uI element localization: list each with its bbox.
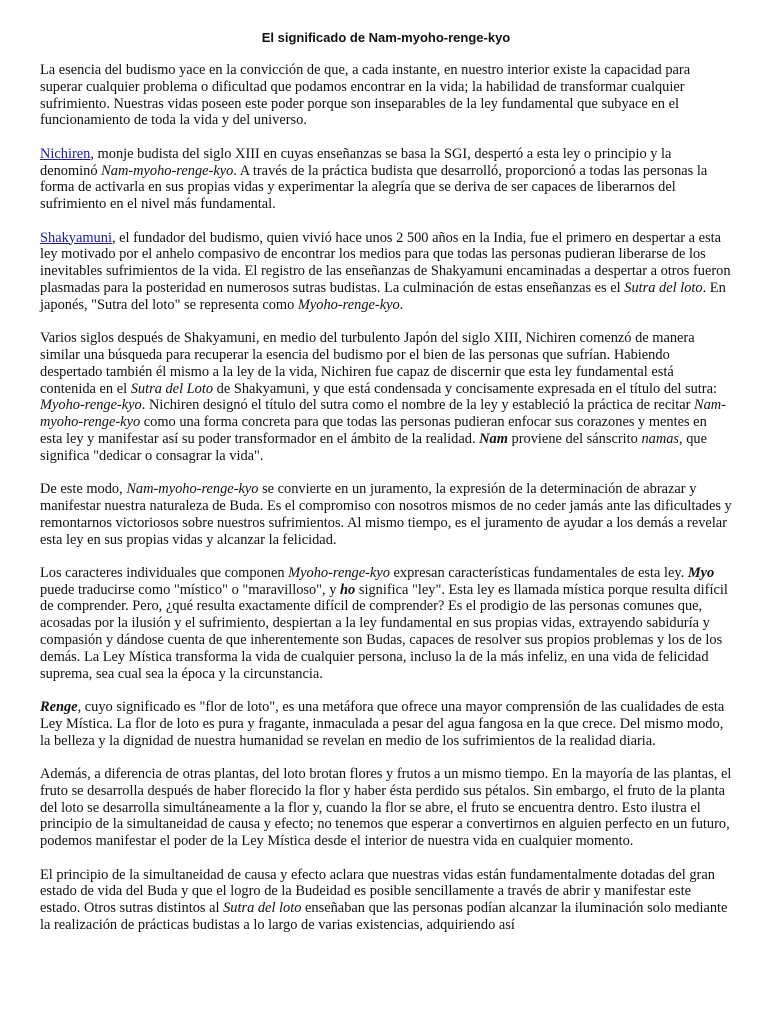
italic-term: Nam-myoho-renge-kyo xyxy=(40,397,726,431)
text-run: De este modo, xyxy=(40,481,127,498)
text-run: Varios siglos después de Shakyamuni, en medio del turbulento Japón del siglo XIII, Nichiren comenzó de manera similar una búsqueda para recuperar la esencia del budismo por el bien de las personas que sufrían. Habiendo despertado también él mismo a la ley de la vida, Nichiren fue capaz de discernir que esta ley fundamental está contenida en el xyxy=(40,330,695,397)
text-run: se convierte en un juramento, la expresión de la determinación de abrazar y manifestar nuestra naturaleza de Buda. Es el compromiso con nosotros mismos de no ceder jamás ante las dificultades y remontarnos victoriosos sobre nuestros sufrimientos. Al mismo tiempo, es el juramento de ayudar a los demás a revelar esta ley en sus propias vidas y alcanzar la felicidad. xyxy=(40,481,732,548)
bold-italic-term-text: ho xyxy=(340,581,356,598)
text-run: , el fundador del budismo, quien vivió hace unos 2 500 años en la India, fue el primero en despertar a esta ley motivado por el anhelo compasivo de encontrar los medios para que todas las personas pudieran liberarse de los inevitables sufrimientos de la vida. El registro de las enseñanzas de Shakyamuni encaminadas a despertar a otros fueron plasmadas para la posteridad en numerosos sutras budistas. La culminación de estas enseñanzas es el xyxy=(40,229,731,296)
bold-italic-term xyxy=(340,582,355,598)
bold-italic-term-text: Myo xyxy=(687,564,715,581)
paragraph xyxy=(40,62,732,129)
bold-italic-term xyxy=(40,699,78,715)
term-link[interactable]: Nichiren xyxy=(40,145,91,162)
term-link[interactable]: Shakyamuni xyxy=(40,229,112,246)
italic-term: Myoho-renge-kyo xyxy=(40,397,142,414)
text-run: expresan características fundamentales de esta ley. xyxy=(389,564,688,581)
italic-term: Nam-myoho-renge-kyo xyxy=(101,162,234,179)
paragraph xyxy=(40,565,732,683)
document-title: El significado de Nam-myoho-renge-kyo xyxy=(261,30,511,45)
text-run: La esencia del budismo yace en la convicción de que, a cada instante, en nuestro interior existe la capacidad para superar cualquier problema o dificultad que podamos encontrar en la vida; la habilidad de transformar cualquier sufrimiento. Nuestras vidas poseen este poder porque son inseparables de la ley fundamental que subyace en el funcionamiento de toda la vida y del universo. xyxy=(40,62,691,129)
paragraph xyxy=(40,867,732,934)
document-page xyxy=(40,30,732,950)
paragraph xyxy=(40,699,732,749)
text-run: de Shakyamuni, y que está condensada y concisamente expresada en el título del sutra: xyxy=(213,380,717,397)
text-run: puede traducirse como "místico" o "maravilloso", y xyxy=(40,581,341,598)
text-run: . En japonés, "Sutra del loto" se representa como xyxy=(40,279,726,313)
document-body xyxy=(40,62,732,934)
italic-term: Sutra del loto xyxy=(223,900,302,917)
text-run: . xyxy=(399,296,404,313)
italic-term: Nam-myoho-renge-kyo xyxy=(126,481,259,498)
italic-term: namas xyxy=(641,430,680,447)
text-run: Además, a diferencia de otras plantas, del loto brotan flores y frutos a un mismo tiempo. En la mayoría de las plantas, el fruto se desarrolla después de haber florecido la flor y haber ésta perdido sus pétalos. Sin embargo, el fruto de la planta del loto se desarrolla simultáneamente a la flor y, cuando la flor se abre, el fruto se encuentra dentro. Esto ilustra el principio de la simultaneidad de causa y efecto; no tenemos que esperar a convertirnos en alguien perfecto en un futuro, podemos manifestar el poder de la Ley Mística desde el interior de nuestra vida en cualquier momento. xyxy=(40,766,732,850)
text-run: . A través de la práctica budista que desarrolló, proporcionó a todas las personas la forma de activarla en sus propias vidas y experimentar la alegría que se deriva de ser capaces de liberarnos del sufrimiento en el nivel más fundamental. xyxy=(40,162,708,213)
text-run: significa "ley". Esta ley es llamada mística porque resulta difícil de comprender. Pero, ¿qué resulta exactamente difícil de comprender? Es el prodigio de las personas comunes que, acosadas por la ilusión y el sufrimiento, despiertan a la ley fundamental en sus propias vidas, extrayendo sabiduría y compasión y dándose cuenta de que inherentemente son Budas, capaces de resolver sus propios problemas y los de los demás. La Ley Mística transforma la vida de cualquier persona, incluso la de la más infeliz, en una vida de felicidad suprema, sea cual sea la época y la circunstancia. xyxy=(40,581,728,682)
text-run: . Nichiren designó el título del sutra como el nombre de la ley y estableció la práctica de recitar xyxy=(141,397,694,414)
text-run: enseñaban que las personas podían alcanzar la iluminación solo mediante la realización de prácticas budistas a lo largo de varias existencias, adquiriendo así xyxy=(40,900,728,934)
text-run: , que significa "dedicar o consagrar la vida". xyxy=(40,430,708,464)
italic-term: Myoho-renge-kyo xyxy=(297,296,400,313)
bold-italic-term-text: Nam xyxy=(479,430,508,447)
text-run: , cuyo significado es "flor de loto", es una metáfora que ofrece una mayor comprensión de las cualidades de esta Ley Mística. La flor de loto es pura y fragante, inmaculada a pesar del agua fangosa en la que crece. Del mismo modo, la belleza y la dignidad de nuestra humanidad se revelan en medio de los sufrimientos de la realidad diaria. xyxy=(40,699,725,749)
paragraph xyxy=(40,766,732,850)
paragraph xyxy=(40,146,732,213)
italic-term: Sutra del loto xyxy=(624,279,703,296)
bold-italic-term-text: Renge xyxy=(40,699,78,716)
text-run: proviene del sánscrito xyxy=(507,430,642,447)
text-run: como una forma concreta para que todas las personas pudieran enfocar sus corazones y mentes en esta ley y manifestar así su poder transformador en el ámbito de la realidad. xyxy=(40,414,707,447)
bold-italic-term xyxy=(688,565,714,581)
paragraph xyxy=(40,330,732,464)
paragraph xyxy=(40,481,732,548)
bold-italic-term xyxy=(479,431,508,447)
italic-term: Myoho-renge-kyo xyxy=(288,564,390,581)
italic-term: Sutra del Loto xyxy=(130,380,214,397)
text-run: , monje budista del siglo XIII en cuyas enseñanzas se basa la SGI, despertó a esta ley o principio y la denominó xyxy=(40,145,672,179)
paragraph xyxy=(40,230,732,314)
text-run: El principio de la simultaneidad de causa y efecto aclara que nuestras vidas están fundamentalmente dotadas del gran estado de vida del Buda y que el logro de la Budeidad es posible sencillamente a través de abrir y manifestar este estado. Otros sutras distintos al xyxy=(40,866,715,917)
text-run: Los caracteres individuales que componen xyxy=(40,564,289,581)
